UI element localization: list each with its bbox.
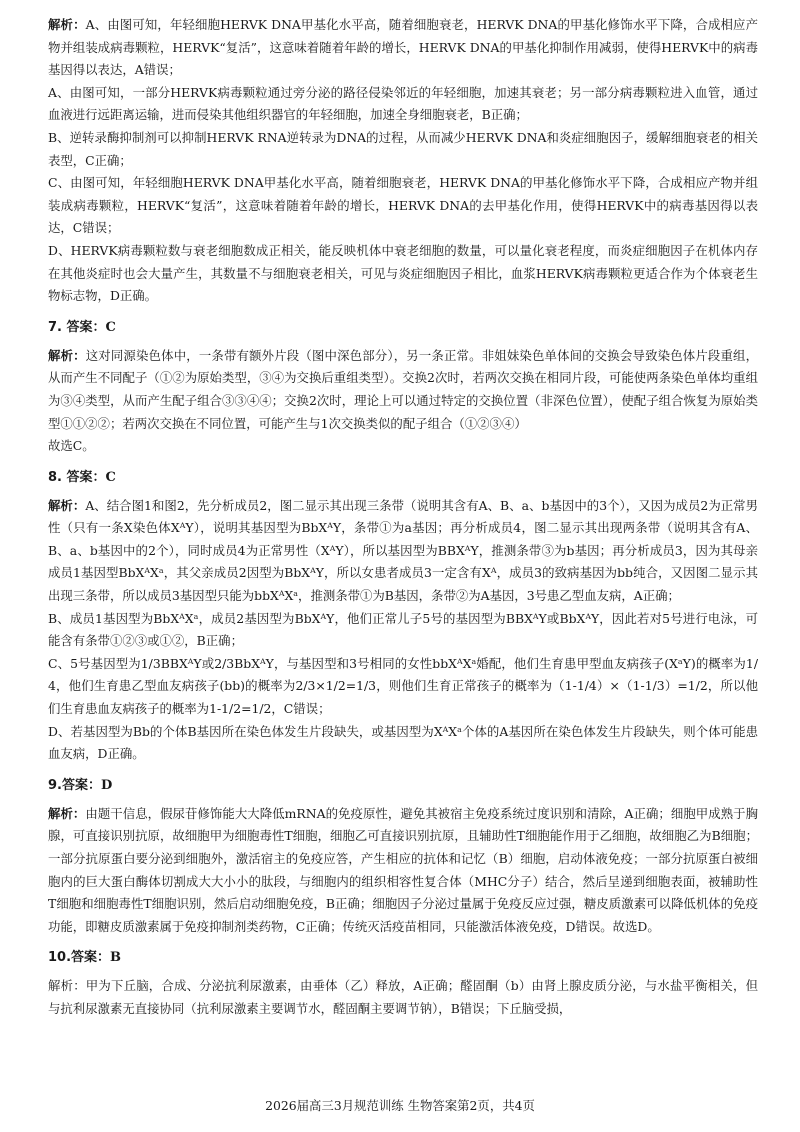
- q8-block: [48, 467, 758, 766]
- q7-answer-heading: [48, 317, 758, 339]
- q10-answer-value: B: [110, 950, 122, 966]
- q7-block: [48, 317, 758, 458]
- q8-option-a-text: A、结合图1和图2，先分析成员2，图二显示其出现三条带（说明其含有A、B、a、b基因中的3个），又因为成员2为正常男性（只有一条X染色体XᴬY），说明其基因型为BbXᴬY，条带①为a基因；再分析成员4，图二显示其出现两条带（说明其含有A、B、a、b基因中的2个），同时成员4为正常男性（XᴬY），所以基因型为BBXᴬY，推测条带③为b基因；再分析成员3，因为其母亲成员1基因型BbXᴬXᵃ，其父亲成员2因型为BbXᴬY，所以女患者成员3一定含有Xᴬ，成员3的致病基因为bb纯合，又因图二显示其出现三条带，所以成员3基因型只能为bbXᴬXᵃ，推测条带①为B基因，条带②为A基因，3号患乙型血友病，A正确；: [48, 497, 759, 604]
- answer-page: [48, 14, 758, 1021]
- q9-answer-heading: [48, 775, 758, 797]
- q6-analysis-p5: D、HERVK病毒颗粒数与衰老细胞数成正相关，能反映机体中衰老细胞的数量，可以量化衰老程度，而炎症细胞因子在机体内存在其他炎症时也会大量产生，其数量不与细胞衰老相关，可见与炎症细胞因子相比，血浆HERVK病毒颗粒更适合作为个体衰老生物标志物，D正确。: [48, 242, 758, 304]
- q6-analysis-p1: [48, 14, 758, 82]
- q9-analysis-p1: [48, 803, 758, 939]
- q8-analysis-p4: D、若基因型为Bb的个体B基因所在染色体发生片段缺失，或基因型为XᴬXᵃ个体的A基因所在染色体发生片段缺失，则个体可能患血友病，D正确。: [48, 723, 758, 762]
- q8-analysis-p1: [48, 495, 758, 608]
- q7-analysis-p1: [48, 345, 758, 435]
- q6-analysis-p4: C、由图可知，年轻细胞HERVK DNA甲基化水平高，随着细胞衰老，HERVK DNA的甲基化修饰水平下降，合成相应产物并组装成病毒颗粒，HERVK“复活”，这意味着随着年龄的增长，HERVK DNA的去甲基化作用，使得HERVK中的病毒基因得以表达，C错误；: [48, 175, 758, 236]
- q9-analysis-text: 由题干信息，假尿苷修饰能大大降低mRNA的免疫原性，避免其被宿主免疫系统过度识别和清除，A正确；细胞甲成熟于胸腺，可直接识别抗原，故细胞甲为细胞毒性T细胞，细胞乙可直接识别抗原，且辅助性T细胞能作用于乙细胞，故细胞乙为B细胞；一部分抗原蛋白要分泌到细胞外，激活宿主的免疫应答，产生相应的抗体和记忆（B）细胞，启动体液免疫；一部分抗原蛋白被细胞内的巨大蛋白酶体切割成大大小小的肽段，与细胞内的组织相容性复合体（MHC分子）结合，然后呈递到细胞表面，被辅助性T细胞和细胞毒性T细胞识别，然后启动细胞免疫，B正确；细胞因子分泌过量属于免疫反应过强，糖皮质激素可以降低机体的免疫功能，即糖皮质激素属于免疫抑制剂类药物，C正确；传统灭活疫苗相同，只能激活体液免疫，D错误。故选D。: [48, 805, 758, 934]
- q10-number: 10.: [48, 950, 72, 966]
- answer-label: 答案：: [61, 777, 101, 793]
- q10-block: [48, 947, 758, 1020]
- q7-answer-value: C: [105, 319, 116, 335]
- analysis-label: 解析：: [48, 978, 86, 994]
- analysis-label: 解析：: [48, 805, 86, 821]
- q8-number: 8.: [48, 469, 62, 485]
- q7-analysis-p2: 故选C。: [48, 438, 95, 454]
- analysis-label: 解析：: [48, 497, 86, 513]
- q10-analysis-text: 甲为下丘脑，合成、分泌抗利尿激素，由垂体（乙）释放，A正确；醛固酮（b）由肾上腺皮质分泌，与水盐平衡相关，但与抗利尿激素无直接协同（抗利尿激素主要调节水，醛固酮主要调节钠），B错误；下丘脑受损，: [48, 978, 758, 1016]
- q6-analysis: [48, 14, 758, 308]
- q8-analysis-p3: C、5号基因型为1/3BBXᴬY或2/3BbXᴬY，与基因型和3号相同的女性bbXᴬXᵃ婚配，他们生育患甲型血友病孩子(XᵃY)的概率为1/4，他们生育患乙型血友病孩子(bb)的概率为2/3×1/2=1/3，则他们生育正常孩子的概率为（1-1/4）×（1-1/3）=1/2，所以他们生育患血友病孩子的概率为1-1/2=1/2，C错误；: [48, 655, 758, 717]
- q6-analysis-p2: A、由图可知，一部分HERVK病毒颗粒通过旁分泌的路径侵染邻近的年轻细胞，加速其衰老；另一部分病毒颗粒进入血管，通过血液进行远距离运输，进而侵染其他组织器官的年轻细胞，加速全身细胞衰老，B正确；: [48, 84, 758, 123]
- q6-option-a-text: A、由图可知，年轻细胞HERVK DNA甲基化水平高，随着细胞衰老，HERVK DNA的甲基化修饰水平下降，合成相应产物并组装成病毒颗粒，HERVK“复活”，这意味着随着年龄的增长，HERVK DNA的甲基化抑制作用减弱，使得HERVK中的病毒基因得以表达，A错误；: [48, 17, 758, 78]
- answer-label: 答案：: [66, 469, 106, 485]
- q9-number: 9.: [48, 777, 62, 793]
- q7-analysis-text: 这对同源染色体中，一条带有额外片段（图中深色部分），另一条正常。非姐妹染色单体间的交换会导致染色体片段重组，从而产生不同配子（①②为原始类型，③④为交换后重组类型）。交换2次时，若两次交换在相同片段，可能使两条染色单体均重组为③④类型，从而产生配子组合③③④④；交换2次时，理论上可以通过特定的交换位置（非深色位置），使配子组合恢复为原始类型①①②②；若两次交换在不同位置，可能产生与1次交换类似的配子组合（①②③④）: [48, 347, 759, 431]
- analysis-label: 解析：: [48, 17, 86, 32]
- q8-answer-heading: [48, 467, 758, 489]
- page-footer: 2026届高三3月规范训练 生物答案第2页，共4页: [265, 1098, 535, 1113]
- q8-analysis-p2: B、成员1基因型为BbXᴬXᵃ，成员2基因型为BbXᴬY，他们正常儿子5号的基因型为BBXᴬY或BbXᴬY，因此若对5号进行电泳，可能含有条带①②③或①②，B正确；: [48, 610, 758, 649]
- q8-answer-value: C: [105, 469, 116, 485]
- q10-answer-heading: [48, 947, 758, 969]
- analysis-label: 解析：: [48, 347, 86, 363]
- q9-block: [48, 775, 758, 939]
- q9-answer-value: D: [101, 777, 113, 793]
- answer-label: 答案：: [66, 319, 106, 335]
- q7-number: 7.: [48, 319, 62, 335]
- q6-analysis-p3: B、逆转录酶抑制剂可以抑制HERVK RNA逆转录为DNA的过程，从而减少HERVK DNA和炎症细胞因子，缓解细胞衰老的相关表型，C正确；: [48, 129, 758, 168]
- q10-analysis-p1: [48, 975, 758, 1020]
- answer-label: 答案：: [71, 950, 111, 966]
